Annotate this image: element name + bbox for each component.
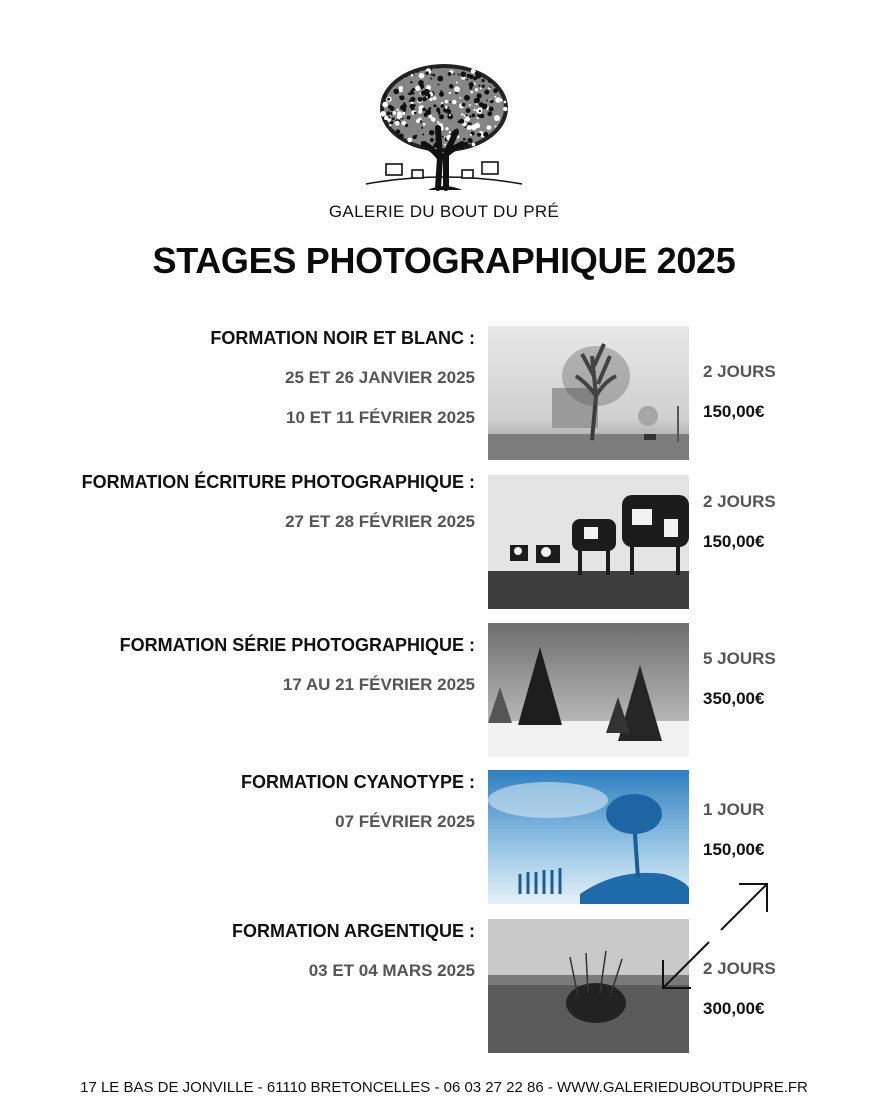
gallery-tree-logo-icon <box>358 58 530 192</box>
stage-duration: 1 JOUR <box>703 800 765 819</box>
stage-price: 150,00€ <box>703 402 765 421</box>
footer-address: 17 LE BAS DE JONVILLE - 61110 BRETONCELLES - 06 03 27 22 86 - WWW.GALERIEDUBOUTDUPRE.FR <box>80 1079 808 1096</box>
stage-name: FORMATION CYANOTYPE : <box>240 772 475 792</box>
stage-name: FORMATION ARGENTIQUE : <box>232 921 475 941</box>
stage-date: 27 ET 28 FÉVRIER 2025 <box>285 512 475 531</box>
stage-name: FORMATION NOIR ET BLANC : <box>210 328 475 348</box>
cows-in-field-photo <box>488 475 689 609</box>
snowy-fir-trees-photo <box>488 623 689 757</box>
stage-name: FORMATION SÉRIE PHOTOGRAPHIQUE : <box>119 635 475 655</box>
stage-date: 07 FÉVRIER 2025 <box>335 812 475 831</box>
stage-duration: 2 JOURS <box>703 362 776 381</box>
stage-ecriture-photographique <box>0 470 888 610</box>
stage-duration: 2 JOURS <box>703 959 776 978</box>
stage-date: 03 ET 04 MARS 2025 <box>308 961 475 980</box>
stage-noir-et-blanc <box>0 326 888 466</box>
stage-serie-photographique <box>0 633 888 773</box>
page-title: STAGES PHOTOGRAPHIQUE 2025 <box>152 240 736 281</box>
stage-duration: 2 JOURS <box>703 492 776 511</box>
stage-duration: 5 JOURS <box>703 649 776 668</box>
gallery-name: GALERIE DU BOUT DU PRÉ <box>328 202 560 221</box>
stage-price: 150,00€ <box>703 840 765 859</box>
stage-price: 300,00€ <box>703 999 765 1018</box>
stage-date: 10 ET 11 FÉVRIER 2025 <box>286 408 475 427</box>
expand-arrows-icon[interactable] <box>655 878 775 998</box>
stage-price: 350,00€ <box>703 689 765 708</box>
stage-date: 25 ET 26 JANVIER 2025 <box>285 368 475 387</box>
stage-price: 150,00€ <box>703 532 765 551</box>
stage-name: FORMATION ÉCRITURE PHOTOGRAPHIQUE : <box>81 472 475 492</box>
tree-in-fog-photo <box>488 326 689 460</box>
stage-date: 17 AU 21 FÉVRIER 2025 <box>282 675 475 694</box>
